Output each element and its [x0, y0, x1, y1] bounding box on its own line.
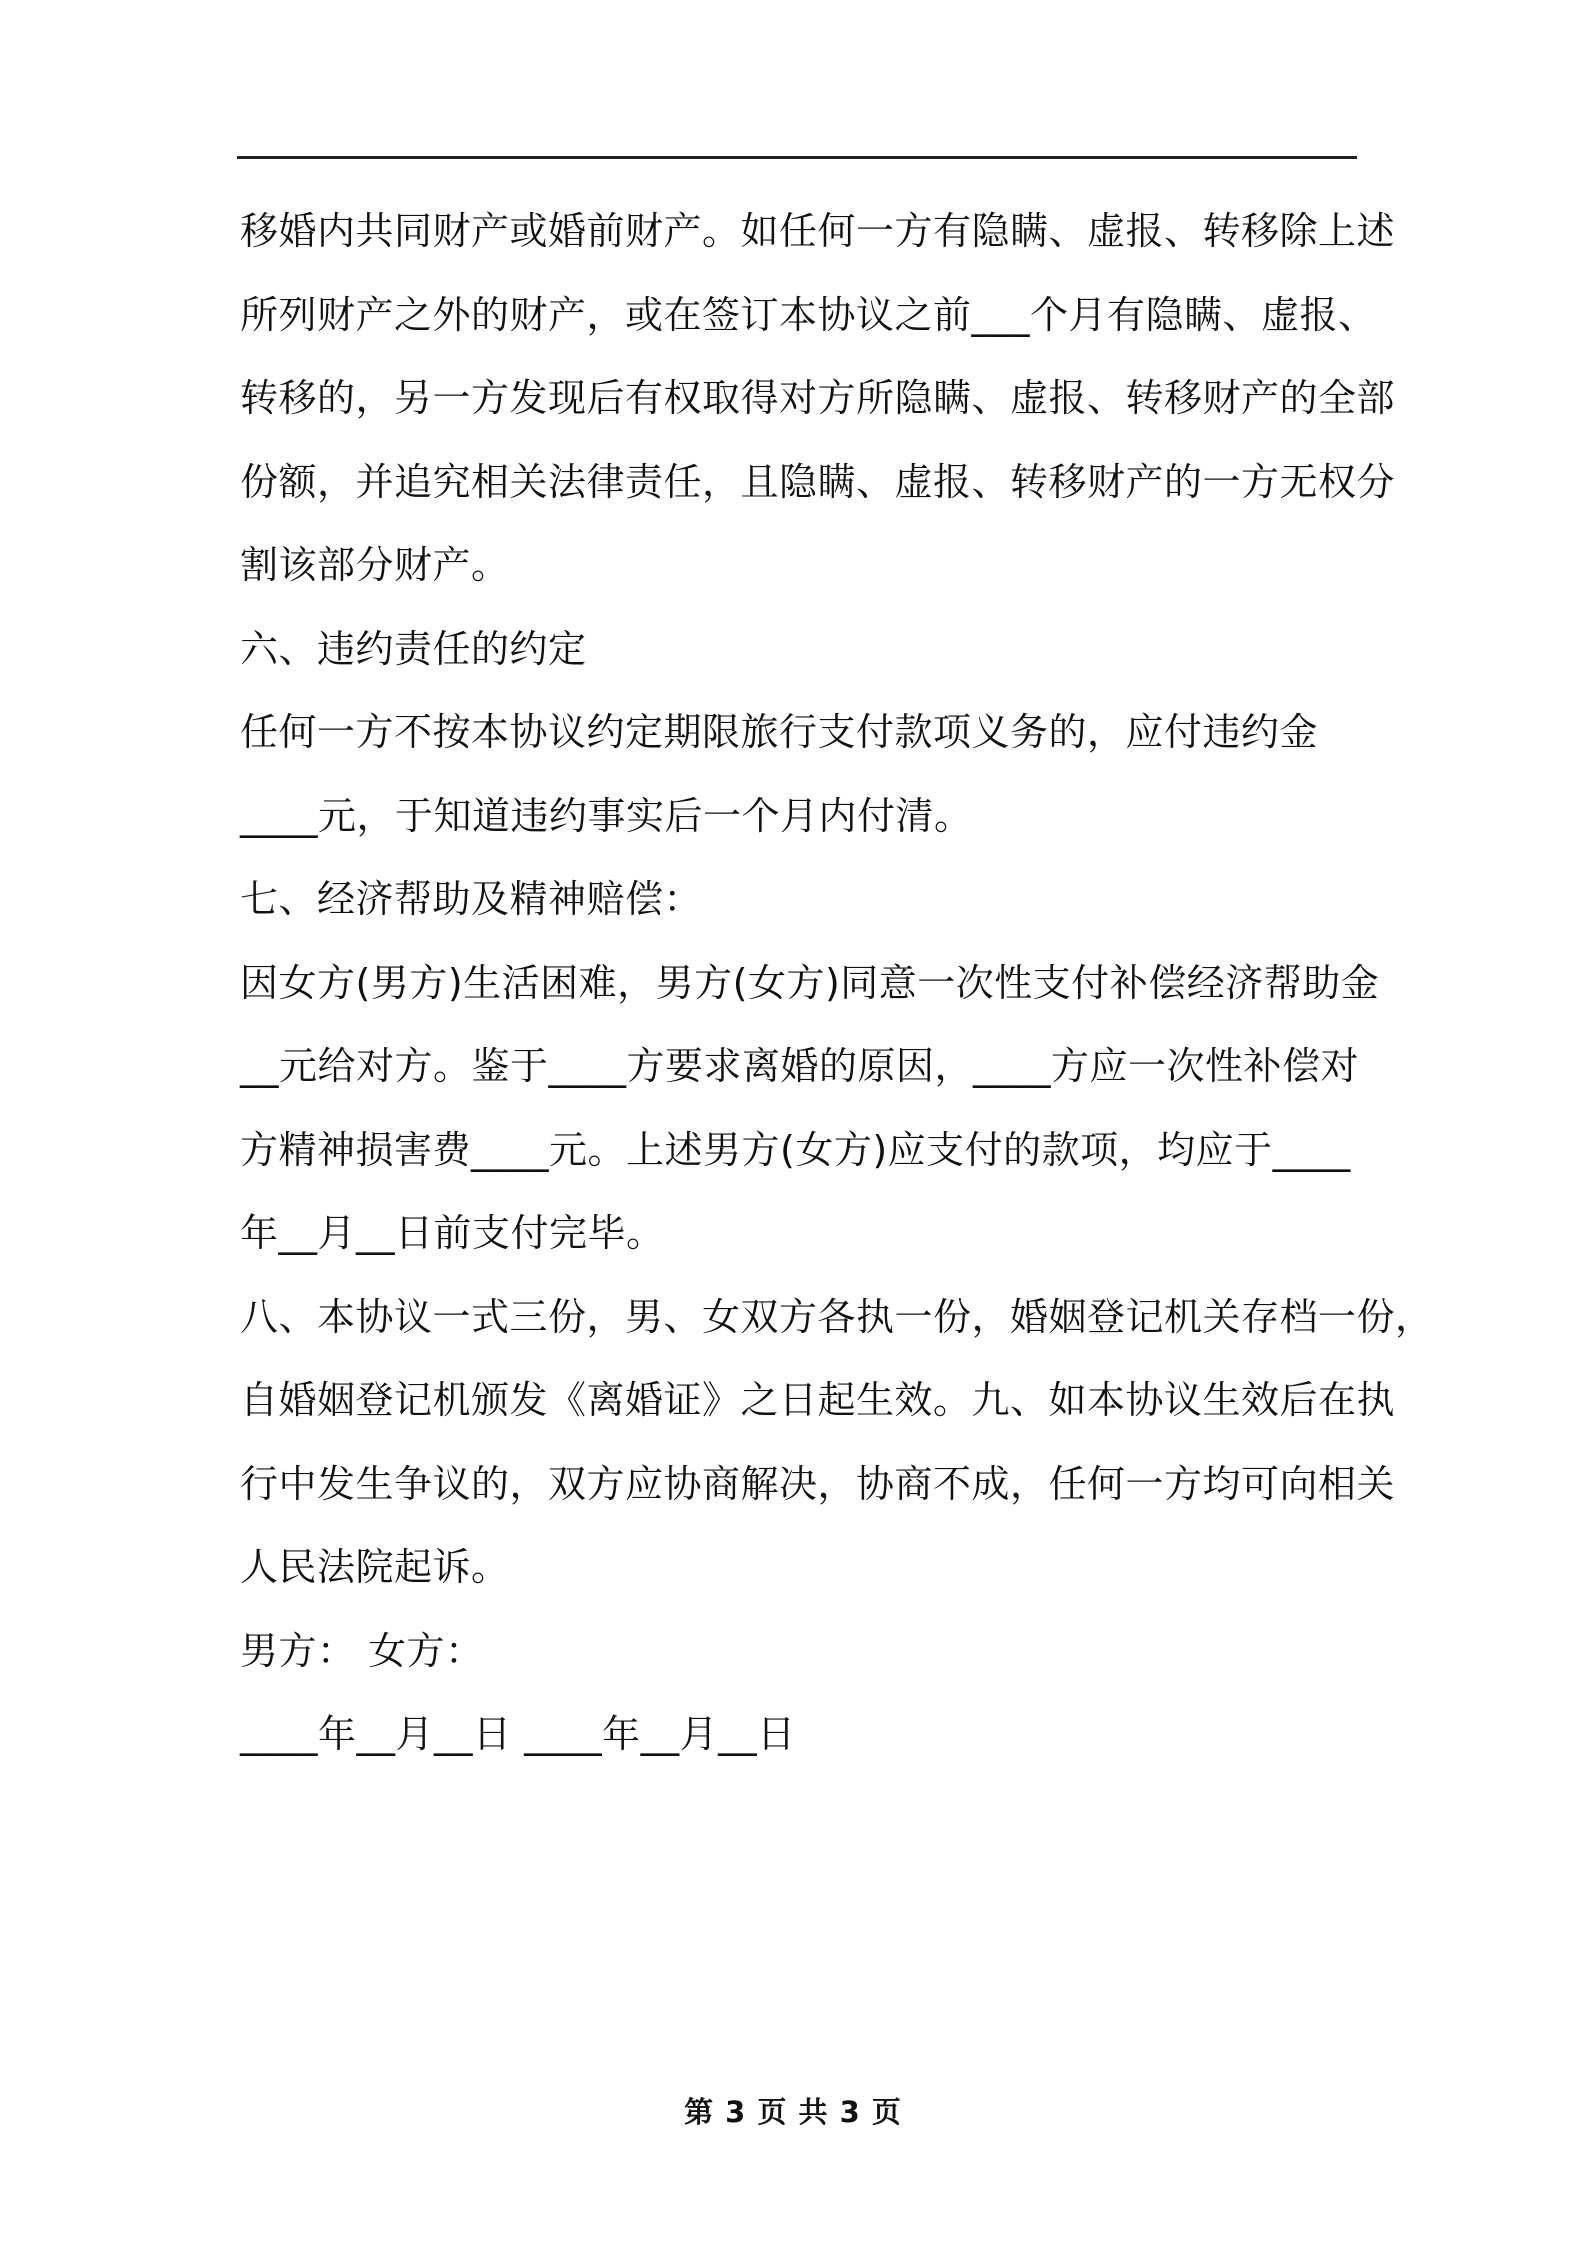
- document-body: [240, 190, 1434, 1777]
- body-line: 转移的，另一方发现后有权取得对方所隐瞒、虚报、转移财产的全部: [240, 376, 1396, 420]
- body-line: 所列财产之外的财产，或在签订本协议之前___个月有隐瞒、虚报、: [240, 292, 1377, 337]
- body-line: 行中发生争议的，双方应协商解决，协商不成，任何一方均可向相关: [240, 1461, 1396, 1506]
- body-line: 移婚内共同财产或婚前财产。如任何一方有隐瞒、虚报、转移除上述: [240, 209, 1396, 253]
- body-line: ____元，于知道违约事实后一个月内付清。: [240, 793, 973, 838]
- page-number: 第 3 页 共 3 页: [684, 2095, 902, 2129]
- signature-dates: ____年__月__日 ____年__月__日: [240, 1712, 796, 1756]
- body-line: 方精神损害费____元。上述男方(女方)应支付的款项，均应于____: [240, 1127, 1351, 1172]
- body-line: 自婚姻登记机颁发《离婚证》之日起生效。九、如本协议生效后在执: [240, 1378, 1396, 1422]
- body-line: 年__月__日前支付完毕。: [240, 1211, 665, 1255]
- section-heading-7: 七、经济帮助及精神赔偿：: [240, 877, 703, 921]
- body-line: 割该部分财产。: [240, 543, 510, 587]
- body-line: 任何一方不按本协议约定期限旅行支付款项义务的，应付违约金: [240, 710, 1319, 754]
- body-line: 人民法院起诉。: [240, 1545, 510, 1589]
- body-line: 份额，并追究相关法律责任，且隐瞒、虚报、转移财产的一方无权分: [240, 459, 1396, 504]
- body-line: 因女方(男方)生活困难，男方(女方)同意一次性支付补偿经济帮助金: [240, 960, 1380, 1005]
- signature-labels: 男方： 女方：: [240, 1628, 484, 1673]
- body-line: __元给对方。鉴于____方要求离婚的原因，____方应一次性补偿对: [240, 1044, 1360, 1088]
- section-heading-6: 六、违约责任的约定: [240, 626, 587, 671]
- header-rule: [237, 156, 1357, 159]
- section-heading-8: 八、本协议一式三份，男、女双方各执一份，婚姻登记机关存档一份，: [240, 1294, 1434, 1339]
